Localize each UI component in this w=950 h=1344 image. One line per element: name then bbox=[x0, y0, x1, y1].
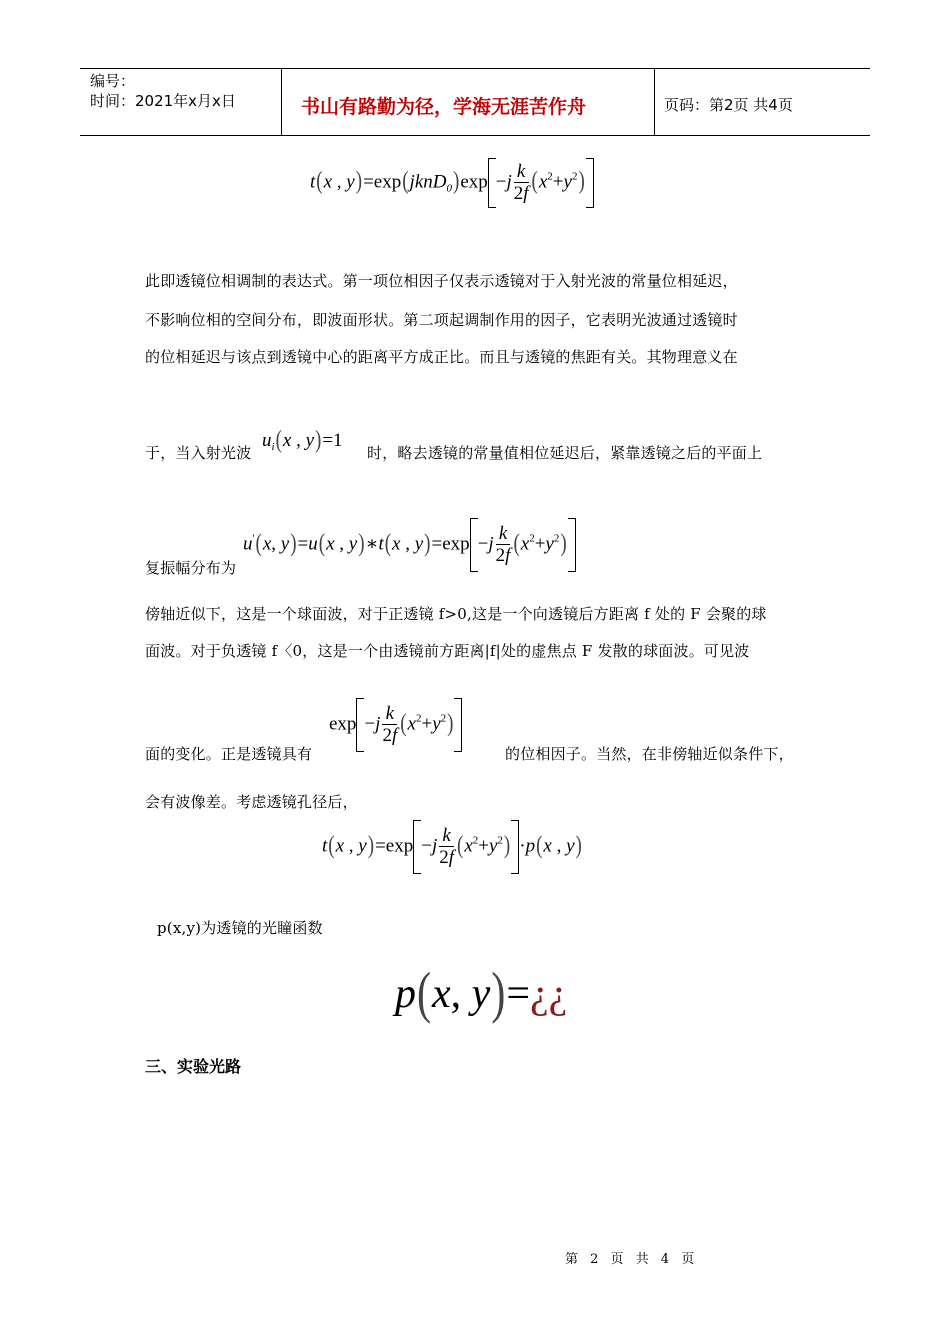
paragraph-line: 此即透镜位相调制的表达式。第一项位相因子仅表示透镜对于入射光波的常量位相延迟， bbox=[145, 272, 738, 290]
equation-pupil-function: p(x, y)=¿¿ bbox=[395, 962, 568, 1026]
paragraph-line: 面的变化。正是透镜具有 bbox=[145, 745, 313, 763]
header-divider-right bbox=[654, 68, 655, 136]
paragraph-line: p(x,y)为透镜的光瞳函数 bbox=[157, 919, 323, 937]
paragraph-line: 会有波像差。考虑透镜孔径后， bbox=[145, 793, 358, 811]
paragraph-line: 不影响位相的空间分布，即波面形状。第二项起调制作用的因子，它表明光波通过透镜时 bbox=[145, 311, 738, 329]
paragraph-line: 的位相延迟与该点到透镜中心的距离平方成正比。而且与透镜的焦距有关。其物理意义在 bbox=[145, 348, 738, 366]
header-divider-left bbox=[281, 68, 282, 136]
paragraph-line: 傍轴近似下，这是一个球面波，对于正透镜 f>0,这是一个向透镜后方距离 f 处的 F 会聚的球 bbox=[145, 605, 767, 623]
header-motto: 书山有路勤为径，学海无涯苦作舟 bbox=[301, 96, 587, 118]
paragraph-line: 时，略去透镜的常量值相位延迟后，紧靠透镜之后的平面上 bbox=[367, 444, 763, 462]
paragraph-line: 的位相因子。当然，在非傍轴近似条件下， bbox=[505, 745, 794, 763]
equation-incident-wave: $u_i(x$ , y)=1 bbox=[262, 426, 343, 455]
equation-lens-transmittance: t(x , y)=exp(jknD$_0$)exp −j $\frac{k}{2f}$ $(x^2+y^2)$ bbox=[310, 158, 594, 208]
equation-phase-factor: exp −j $\frac{k}{2f}$ $(x^2+y^2)$ bbox=[329, 698, 462, 752]
header-number-label: 编号： bbox=[90, 72, 136, 90]
equation-complex-amplitude: u'(x, y)=u(x , y)∗t(x , y)=exp −j $\frac{k}{2f}$ $(x^2+y^2)$ bbox=[243, 518, 576, 572]
paragraph-line: 面波。对于负透镜 f〈0，这是一个由透镜前方距离|f|处的虚焦点 F 发散的球面波。可见波 bbox=[145, 642, 750, 660]
header-page-info: 页码：第2页 共4页 bbox=[664, 96, 793, 114]
section-title: 三、实验光路 bbox=[145, 1057, 242, 1076]
paragraph-line: 复振幅分布为 bbox=[145, 559, 237, 577]
header-bottom-rule bbox=[80, 135, 870, 136]
equation-transmittance-aperture: t(x , y)=exp −j $\frac{k}{2f}$ $(x^2+y^2) \cdot p(x$ , y) bbox=[322, 820, 583, 874]
header-top-rule bbox=[80, 68, 870, 69]
paragraph-line: 于，当入射光波 bbox=[145, 444, 252, 462]
footer-page-number: 第 2 页 共 4 页 bbox=[565, 1252, 699, 1267]
header-date-label: 时间：2021年x月x日 bbox=[90, 92, 236, 110]
